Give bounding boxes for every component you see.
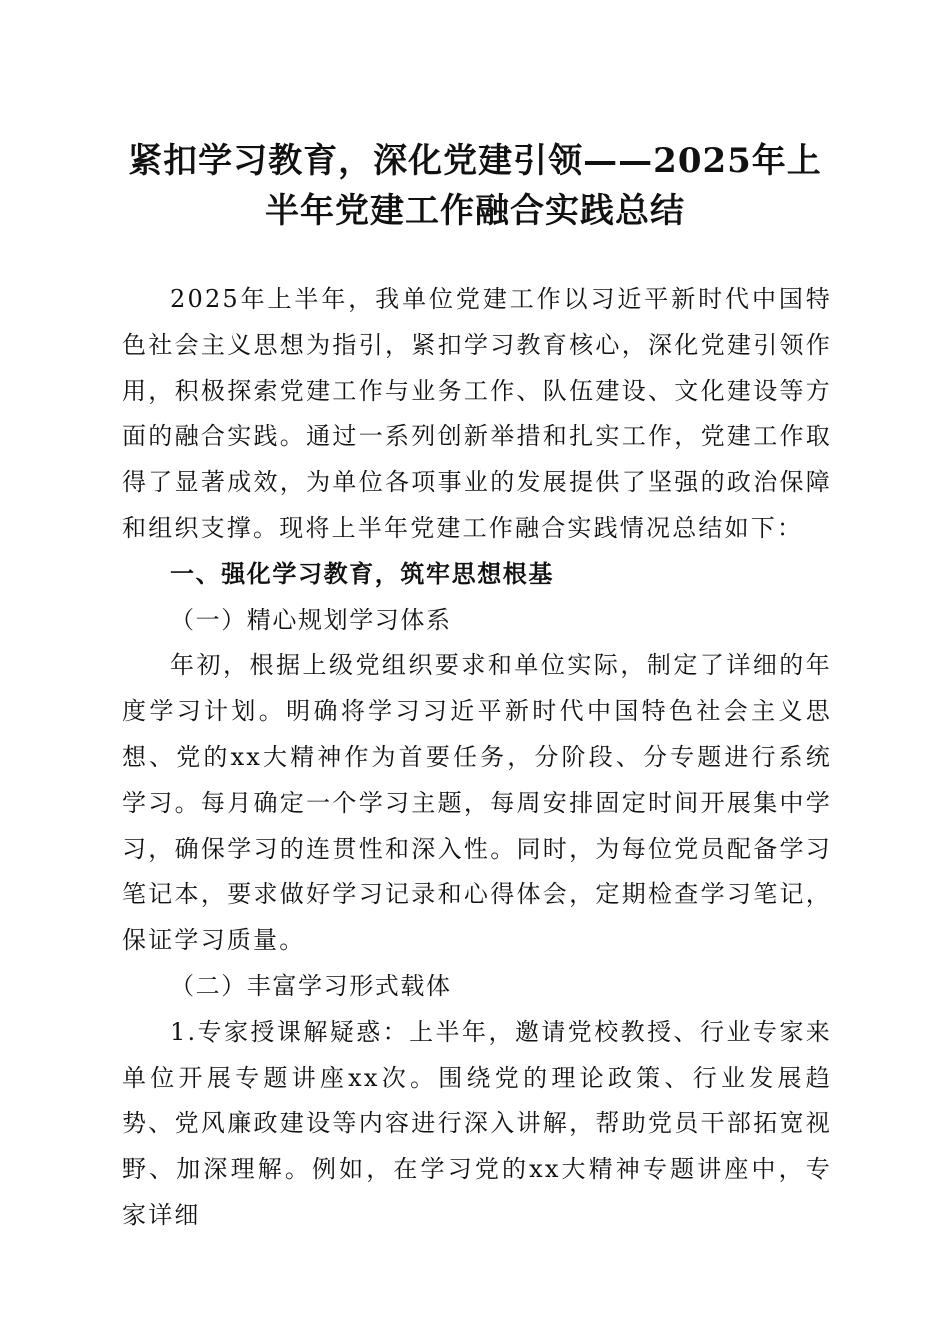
body-paragraph: 年初，根据上级党组织要求和单位实际，制定了详细的年度学习计划。明确将学习习近平新时代中国特色社会主义思想、党的xx大精神作为首要任务，分阶段、分专题进行系统学习。每月确定一个学习主题，每周安排固定时间开展集中学习，确保学习的连贯性和深入性。同时，为每位党员配备学习笔记本，要求做好学习记录和心得体会，定期检查学习笔记，保证学习质量。 [122,651,832,955]
subsection-heading: （二）丰富学习形式载体 [170,971,452,1000]
body-paragraph: 1.专家授课解疑惑：上半年，邀请党校教授、行业专家来单位开展专题讲座xx次。围绕党的理论政策、行业发展趋势、党风廉政建设等内容进行深入讲解，帮助党员干部拓宽视野、加深理解。例如，在学习党的xx大精神专题讲座中，专家详细 [122,1017,832,1229]
document-body [122,277,832,1239]
document-title [110,136,840,236]
intro-paragraph: 2025年上半年，我单位党建工作以习近平新时代中国特色社会主义思想为指引，紧扣学习教育核心，深化党建引领作用，积极探索党建工作与业务工作、队伍建设、文化建设等方面的融合实践。通过一系列创新举措和扎实工作，党建工作取得了显著成效，为单位各项事业的发展提供了坚强的政治保障和组织支撑。现将上半年党建工作融合实践情况总结如下： [122,285,832,542]
title-line-2: 半年党建工作融合实践总结 [265,191,685,231]
section-heading: 一、强化学习教育，筑牢思想根基 [170,559,554,588]
title-line-1: 紧扣学习教育，深化党建引领——2025年上 [128,141,822,181]
subsection-heading: （一）精心规划学习体系 [170,605,452,634]
